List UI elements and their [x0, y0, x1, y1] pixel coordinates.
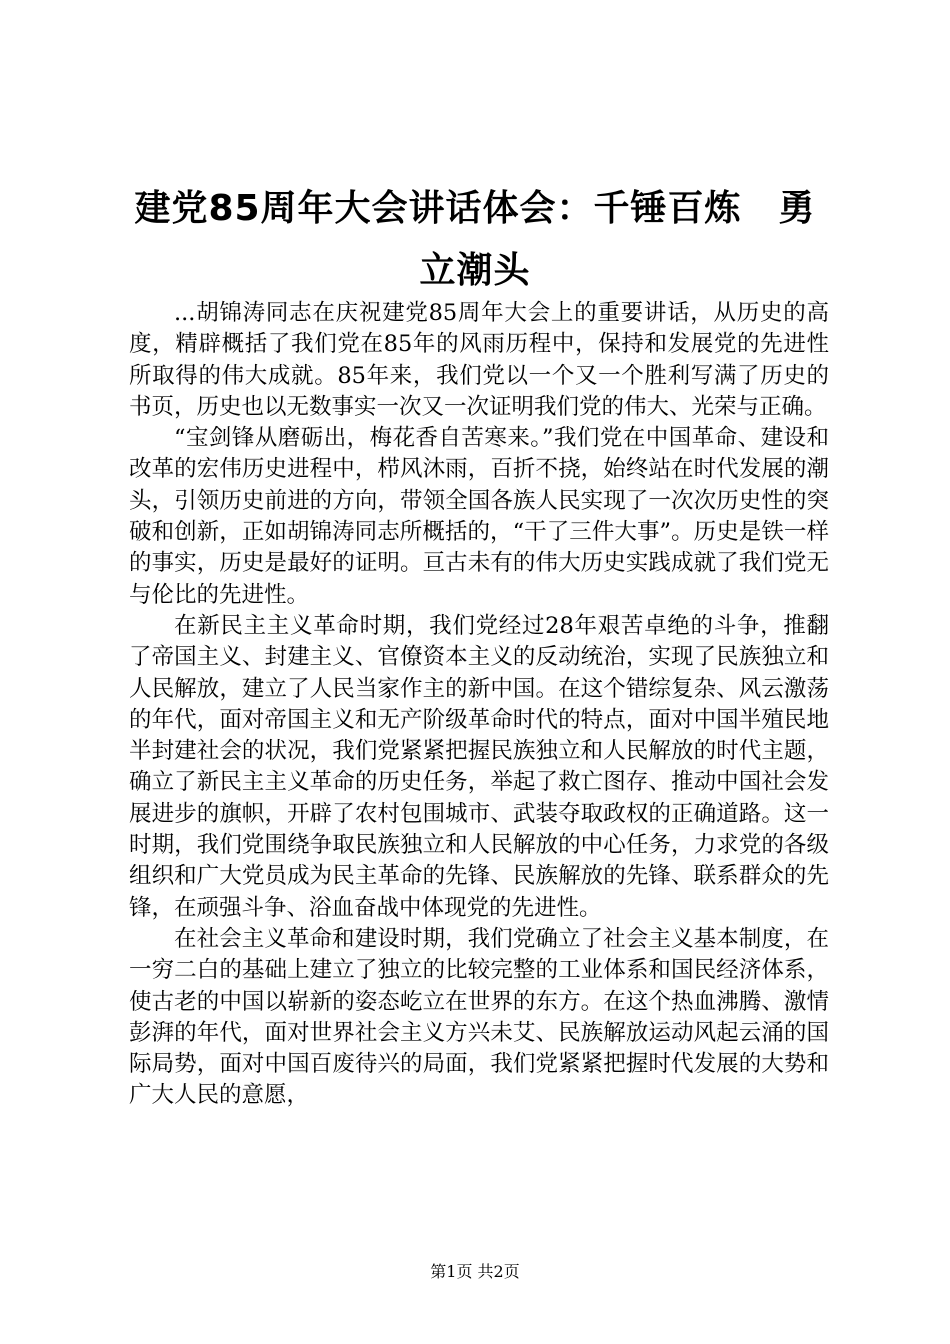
paragraph-4: 在社会主义革命和建设时期，我们党确立了社会主义基本制度，在一穷二白的基础上建立了独立的比较完整的工业体系和国民经济体系，使古老的中国以崭新的姿态屹立在世界的东方。在这个热血沸腾、激情彭湃的年代，面对世界社会主义方兴未艾、民族解放运动风起云涌的国际局势，面对中国百废待兴的局面，我们党紧紧把握时代发展的大势和广大人民的意愿，	[129, 925, 829, 1109]
paragraph-1: ...胡锦涛同志在庆祝建党85周年大会上的重要讲话，从历史的高度，精辟概括了我们党在85年的风雨历程中，保持和发展党的先进性所取得的伟大成就。85年来，我们党以一个又一个胜利写满了历史的书页，历史也以无数事实一次又一次证明我们党的伟大、光荣与正确。	[129, 300, 829, 420]
document-title: 建党85周年大会讲话体会：千锤百炼 勇立潮头	[134, 188, 816, 291]
page-footer: 第1页 共2页	[430, 1262, 520, 1281]
paragraph-3: 在新民主主义革命时期，我们党经过28年艰苦卓绝的斗争，推翻了帝国主义、封建主义、官僚资本主义的反动统治，实现了民族独立和人民解放，建立了人民当家作主的新中国。在这个错综复杂、风云激荡的年代，面对帝国主义和无产阶级革命时代的特点，面对中国半殖民地半封建社会的状况，我们党紧紧把握民族独立和人民解放的时代主题，确立了新民主主义革命的历史任务，举起了救亡图存、推动中国社会发展进步的旗帜，开辟了农村包围城市、武装夺取政权的正确道路。这一时期，我们党围绕争取民族独立和人民解放的中心任务，力求党的各级组织和广大党员成为民主革命的先锋、民族解放的先锋、联系群众的先锋，在顽强斗争、浴血奋战中体现党的先进性。	[129, 612, 829, 921]
document-body	[129, 298, 829, 1112]
paragraph-2: “宝剑锋从磨砺出，梅花香自苦寒来。”我们党在中国革命、建设和改革的宏伟历史进程中，栉风沐雨，百折不挠，始终站在时代发展的潮头，引领历史前进的方向，带领全国各族人民实现了一次次历史性的突破和创新，正如胡锦涛同志所概括的，“干了三件大事”。历史是铁一样的事实，历史是最好的证明。亘古未有的伟大历史实践成就了我们党无与伦比的先进性。	[129, 425, 829, 608]
